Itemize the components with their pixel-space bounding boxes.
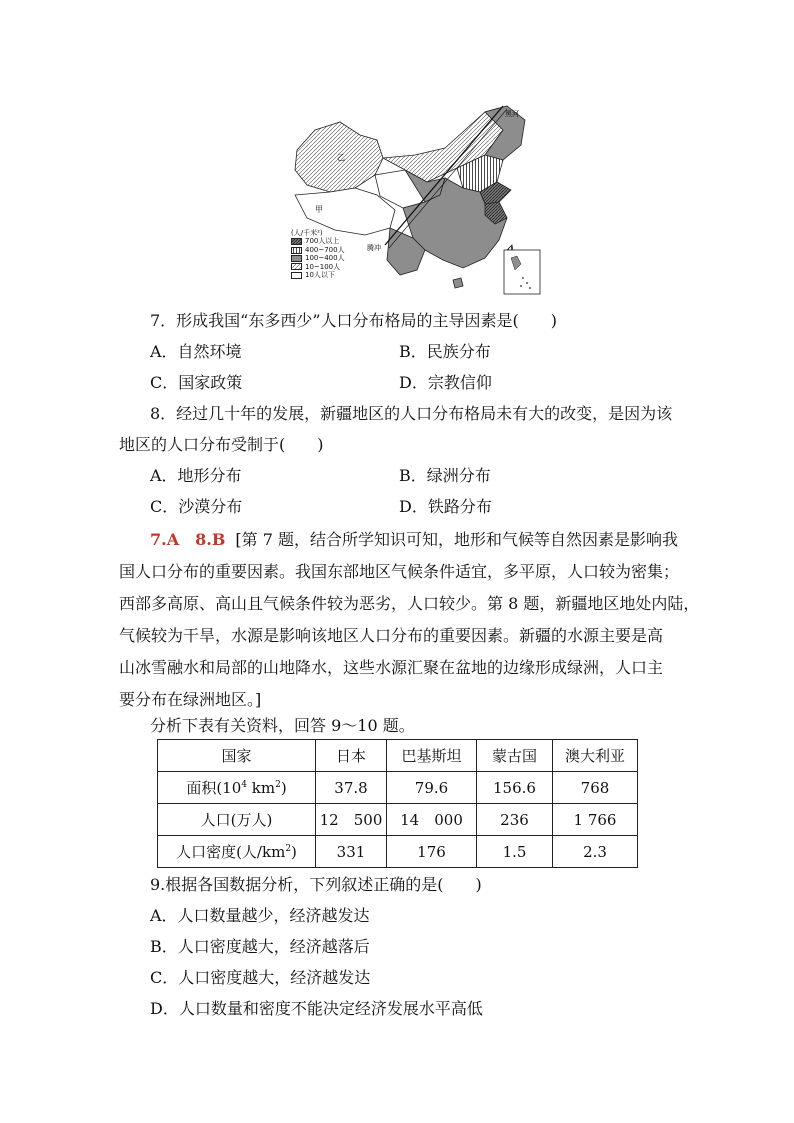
country-data-table (157, 739, 638, 868)
q8-option-b: B．绿洲分布 (399, 466, 491, 485)
q7-option-b: B．民族分布 (399, 342, 491, 361)
table-cell: 1 766 (553, 804, 638, 836)
header-cell: 日本 (316, 740, 387, 772)
header-cell: 澳大利亚 (553, 740, 638, 772)
table-cell: 79.6 (387, 772, 477, 804)
legend-item: 10人以下 (291, 271, 345, 279)
answer-line1: [第 7 题，结合所学知识可知，地形和气候等自然因素是影响我 (235, 530, 678, 549)
header-cell: 蒙古国 (477, 740, 553, 772)
q9-option-c: C．人口密度越大，经济越发达 (150, 968, 371, 987)
q7-stem: 7．形成我国“东多西少”人口分布格局的主导因素是( ) (150, 311, 558, 330)
row-label-population: 人口(万人) (158, 804, 316, 836)
table-cell: 12 500 (316, 804, 387, 836)
table-cell: 156.6 (477, 772, 553, 804)
legend-item: 400~700人 (291, 246, 345, 254)
header-cell: 国家 (158, 740, 316, 772)
label-heihe: 黑河 (505, 110, 519, 118)
legend-item: 100~400人 (291, 254, 345, 262)
label-tengchong: 腾冲 (367, 244, 381, 252)
answer-line6: 要分布在绿洲地区。] (119, 690, 262, 709)
row-label-density: 人口密度(人$/km^2$) (158, 836, 316, 868)
answer-line5: 山冰雪融水和局部的山地降水，这些水源汇聚在盆地的边缘形成绿洲，人口主 (119, 658, 664, 677)
q8-stem-line2: 地区的人口分布受制于( ) (119, 435, 324, 454)
answer-line2: 国人口分布的重要因素。我国东部地区气候条件适宜，多平原，人口较为密集； (119, 562, 680, 581)
q9-stem: 9.根据各国数据分析，下列叙述正确的是( ) (150, 875, 482, 894)
q8-option-d: D．铁路分布 (399, 497, 492, 516)
answer-line4: 气候较为干旱，水源是影响该地区人口分布的重要因素。新疆的水源主要是高 (119, 626, 664, 645)
legend-title: (人/千米²) (291, 229, 323, 237)
table-row (158, 804, 638, 836)
table-cell: 2.3 (553, 836, 638, 868)
q8-option-a: A．地形分布 (150, 466, 242, 485)
answer-line3: 西部多高原、高山且气候条件较为恶劣，人口较少。第 8 题，新疆地区地处内陆， (119, 594, 700, 613)
row-label-area: 面积($10^4$ $km^2$) (158, 772, 316, 804)
table-cell: 1.5 (477, 836, 553, 868)
answer-key: 7.A 8.B (150, 530, 226, 549)
q7-option-d: D．宗教信仰 (399, 373, 492, 392)
table-cell: 37.8 (316, 772, 387, 804)
table-row (158, 836, 638, 868)
q9-option-a: A．人口数量越少，经济越发达 (150, 906, 370, 925)
region-hainan (453, 278, 463, 288)
q9-option-d: D．人口数量和密度不能决定经济发展水平高低 (150, 999, 483, 1018)
map-legend (291, 229, 345, 279)
south-china-sea-inset (504, 250, 540, 294)
table-cell: 176 (387, 836, 477, 868)
table-row (158, 772, 638, 804)
label-jia: 甲 (315, 205, 323, 214)
table-intro: 分析下表有关资料，回答 9～10 题。 (150, 716, 415, 735)
table-cell: 236 (477, 804, 553, 836)
table-cell: 768 (553, 772, 638, 804)
q8-option-c: C．沙漠分布 (150, 497, 243, 516)
q7-option-a: A．自然环境 (150, 342, 242, 361)
legend-item: 700人以上 (291, 237, 345, 245)
label-yi: 乙 (337, 153, 345, 162)
table-header-row (158, 740, 638, 772)
header-cell: 巴基斯坦 (387, 740, 477, 772)
table-cell: 14 000 (387, 804, 477, 836)
q9-option-b: B．人口密度越大，经济越落后 (150, 937, 370, 956)
q8-stem-line1: 8．经过几十年的发展，新疆地区的人口分布格局未有大的改变，是因为该 (150, 404, 673, 423)
q7-option-c: C．国家政策 (150, 373, 243, 392)
table-cell: 331 (316, 836, 387, 868)
answer-block (150, 530, 678, 550)
legend-item: 10~100人 (291, 263, 345, 271)
